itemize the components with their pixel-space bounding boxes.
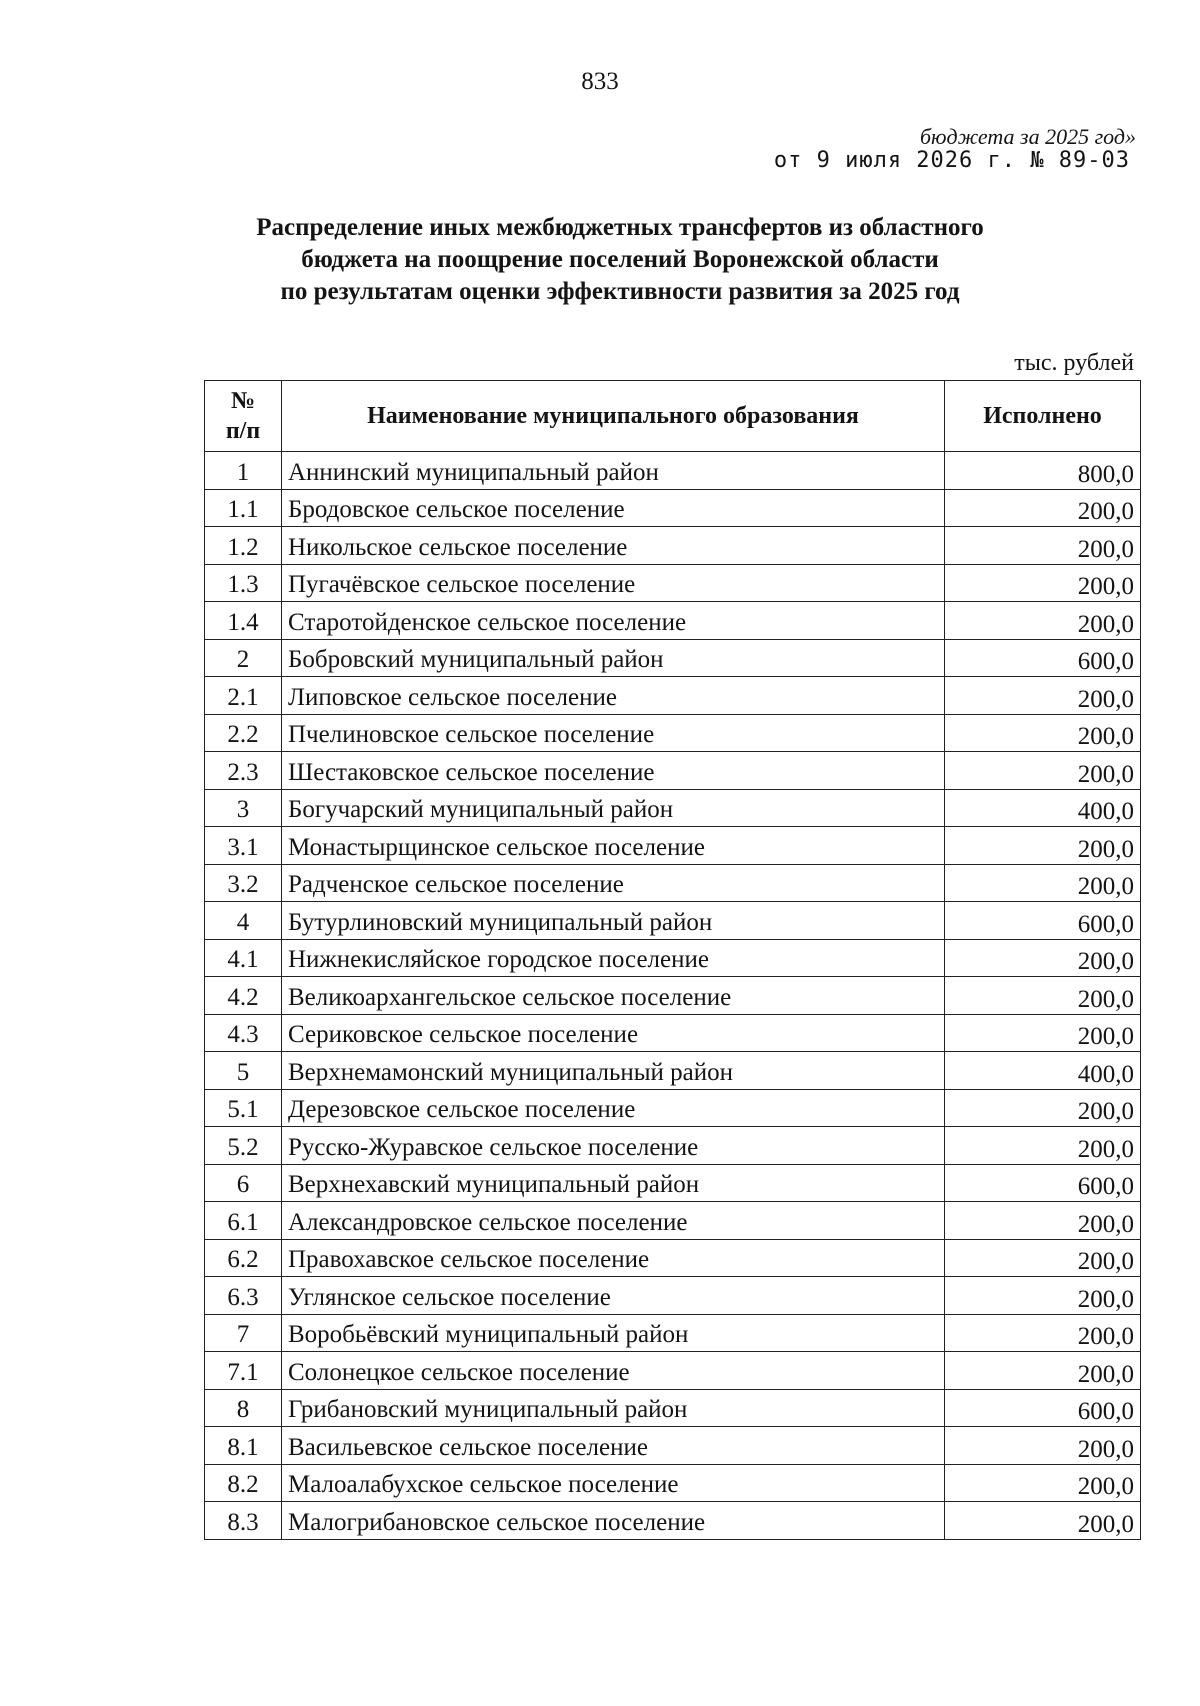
municipality-name-cell: Бутурлиновский муниципальный район [282, 902, 945, 940]
table-row [205, 1502, 1141, 1540]
table-row [205, 752, 1141, 790]
municipality-name-cell: Пугачёвское сельское поселение [282, 564, 945, 602]
title-line: по результатам оценки эффективности развития за 2025 год [280, 278, 960, 305]
units-label: тыс. рублей [1014, 350, 1134, 376]
row-number-cell: 1.4 [205, 602, 282, 640]
municipality-name-cell: Васильевское сельское поселение [282, 1427, 945, 1465]
table-row [205, 1014, 1141, 1052]
executed-amount-cell: 200,0 [945, 1202, 1141, 1240]
municipality-name-cell: Пчелиновское сельское поселение [282, 714, 945, 752]
table-row [205, 1164, 1141, 1202]
table-row [205, 677, 1141, 715]
table-row [205, 527, 1141, 565]
table-row [205, 1389, 1141, 1427]
executed-amount-cell: 200,0 [945, 527, 1141, 565]
table-header-row [205, 381, 1141, 452]
row-number-cell: 3.2 [205, 864, 282, 902]
executed-amount-cell: 200,0 [945, 1464, 1141, 1502]
title-line: бюджета на поощрение поселений Воронежской области [301, 246, 939, 273]
executed-amount-cell: 200,0 [945, 977, 1141, 1015]
executed-amount-cell: 200,0 [945, 1089, 1141, 1127]
row-number-cell: 8.1 [205, 1427, 282, 1465]
municipality-name-cell: Никольское сельское поселение [282, 527, 945, 565]
title-line: Распределение иных межбюджетных трансфертов из областного [256, 214, 984, 241]
executed-amount-cell: 200,0 [945, 564, 1141, 602]
municipality-name-cell: Грибановский муниципальный район [282, 1389, 945, 1427]
transfers-table [204, 380, 1141, 1540]
executed-amount-cell: 200,0 [945, 1014, 1141, 1052]
table-row [205, 1352, 1141, 1390]
executed-amount-cell: 200,0 [945, 489, 1141, 527]
table-row [205, 714, 1141, 752]
executed-amount-cell: 200,0 [945, 1277, 1141, 1315]
table-row [205, 452, 1141, 490]
executed-amount-cell: 600,0 [945, 902, 1141, 940]
municipality-name-cell: Липовское сельское поселение [282, 677, 945, 715]
row-number-cell: 2.3 [205, 752, 282, 790]
municipality-name-cell: Русско-Журавское сельское поселение [282, 1127, 945, 1165]
municipality-name-cell: Сериковское сельское поселение [282, 1014, 945, 1052]
row-number-cell: 6.1 [205, 1202, 282, 1240]
executed-amount-cell: 200,0 [945, 1239, 1141, 1277]
table-row [205, 864, 1141, 902]
row-number-cell: 1.2 [205, 527, 282, 565]
executed-amount-cell: 200,0 [945, 714, 1141, 752]
row-number-cell: 4.1 [205, 939, 282, 977]
row-number-cell: 1.1 [205, 489, 282, 527]
municipality-name-cell: Богучарский муниципальный район [282, 789, 945, 827]
row-number-cell: 4.2 [205, 977, 282, 1015]
municipality-name-cell: Шестаковское сельское поселение [282, 752, 945, 790]
executed-amount-cell: 800,0 [945, 452, 1141, 490]
table-row [205, 1089, 1141, 1127]
row-number-cell: 8 [205, 1389, 282, 1427]
column-header-number-line2: п/п [225, 418, 261, 444]
executed-amount-cell: 200,0 [945, 1314, 1141, 1352]
executed-amount-cell: 600,0 [945, 1389, 1141, 1427]
municipality-name-cell: Воробьёвский муниципальный район [282, 1314, 945, 1352]
municipality-name-cell: Солонецкое сельское поселение [282, 1352, 945, 1390]
municipality-name-cell: Бродовское сельское поселение [282, 489, 945, 527]
executed-amount-cell: 200,0 [945, 752, 1141, 790]
row-number-cell: 8.2 [205, 1464, 282, 1502]
table-row [205, 1239, 1141, 1277]
page-number: 833 [581, 68, 619, 95]
municipality-name-cell: Александровское сельское поселение [282, 1202, 945, 1240]
municipality-name-cell: Монастырщинское сельское поселение [282, 827, 945, 865]
executed-amount-cell: 400,0 [945, 789, 1141, 827]
row-number-cell: 7.1 [205, 1352, 282, 1390]
header-note: бюджета за 2025 год» [919, 124, 1136, 149]
table-body [205, 452, 1141, 1540]
table-row [205, 1314, 1141, 1352]
executed-amount-cell: 400,0 [945, 1052, 1141, 1090]
row-number-cell: 7 [205, 1314, 282, 1352]
row-number-cell: 1.3 [205, 564, 282, 602]
executed-amount-cell: 200,0 [945, 1127, 1141, 1165]
municipality-name-cell: Аннинский муниципальный район [282, 452, 945, 490]
table-row [205, 1277, 1141, 1315]
executed-amount-cell: 200,0 [945, 1352, 1141, 1390]
table-row [205, 489, 1141, 527]
table-row [205, 789, 1141, 827]
municipality-name-cell: Верхнемамонский муниципальный район [282, 1052, 945, 1090]
table-row [205, 639, 1141, 677]
row-number-cell: 2.1 [205, 677, 282, 715]
executed-amount-cell: 200,0 [945, 1427, 1141, 1465]
row-number-cell: 3.1 [205, 827, 282, 865]
registration-stamp: от 9 июля 2026 г. № 89-03 [773, 148, 1130, 173]
document-title [120, 212, 1120, 308]
table-row [205, 902, 1141, 940]
municipality-name-cell: Малоалабухское сельское поселение [282, 1464, 945, 1502]
executed-amount-cell: 200,0 [945, 602, 1141, 640]
municipality-name-cell: Радченское сельское поселение [282, 864, 945, 902]
executed-amount-cell: 200,0 [945, 677, 1141, 715]
row-number-cell: 4 [205, 902, 282, 940]
municipality-name-cell: Бобровский муниципальный район [282, 639, 945, 677]
row-number-cell: 6.2 [205, 1239, 282, 1277]
executed-amount-cell: 200,0 [945, 864, 1141, 902]
row-number-cell: 6 [205, 1164, 282, 1202]
municipality-name-cell: Старотойденское сельское поселение [282, 602, 945, 640]
table-row [205, 1202, 1141, 1240]
table-row [205, 1427, 1141, 1465]
table-row [205, 939, 1141, 977]
municipality-name-cell: Малогрибановское сельское поселение [282, 1502, 945, 1540]
row-number-cell: 1 [205, 452, 282, 490]
municipality-name-cell: Великоархангельское сельское поселение [282, 977, 945, 1015]
executed-amount-cell: 600,0 [945, 1164, 1141, 1202]
column-header-value: Исполнено [945, 381, 1141, 452]
row-number-cell: 5.1 [205, 1089, 282, 1127]
table-row [205, 827, 1141, 865]
row-number-cell: 5 [205, 1052, 282, 1090]
column-header-name: Наименование муниципального образования [282, 381, 945, 452]
municipality-name-cell: Углянское сельское поселение [282, 1277, 945, 1315]
table-row [205, 1052, 1141, 1090]
row-number-cell: 3 [205, 789, 282, 827]
table-row [205, 977, 1141, 1015]
executed-amount-cell: 200,0 [945, 827, 1141, 865]
executed-amount-cell: 200,0 [945, 1502, 1141, 1540]
table-row [205, 602, 1141, 640]
table-row [205, 1127, 1141, 1165]
table-row [205, 564, 1141, 602]
row-number-cell: 2 [205, 639, 282, 677]
municipality-name-cell: Дерезовское сельское поселение [282, 1089, 945, 1127]
column-header-number [205, 381, 282, 452]
municipality-name-cell: Нижнекисляйское городское поселение [282, 939, 945, 977]
municipality-name-cell: Правохавское сельское поселение [282, 1239, 945, 1277]
row-number-cell: 5.2 [205, 1127, 282, 1165]
column-header-number-line1: № [230, 388, 256, 414]
row-number-cell: 6.3 [205, 1277, 282, 1315]
row-number-cell: 4.3 [205, 1014, 282, 1052]
row-number-cell: 8.3 [205, 1502, 282, 1540]
municipality-name-cell: Верхнехавский муниципальный район [282, 1164, 945, 1202]
row-number-cell: 2.2 [205, 714, 282, 752]
executed-amount-cell: 200,0 [945, 939, 1141, 977]
executed-amount-cell: 600,0 [945, 639, 1141, 677]
table-row [205, 1464, 1141, 1502]
